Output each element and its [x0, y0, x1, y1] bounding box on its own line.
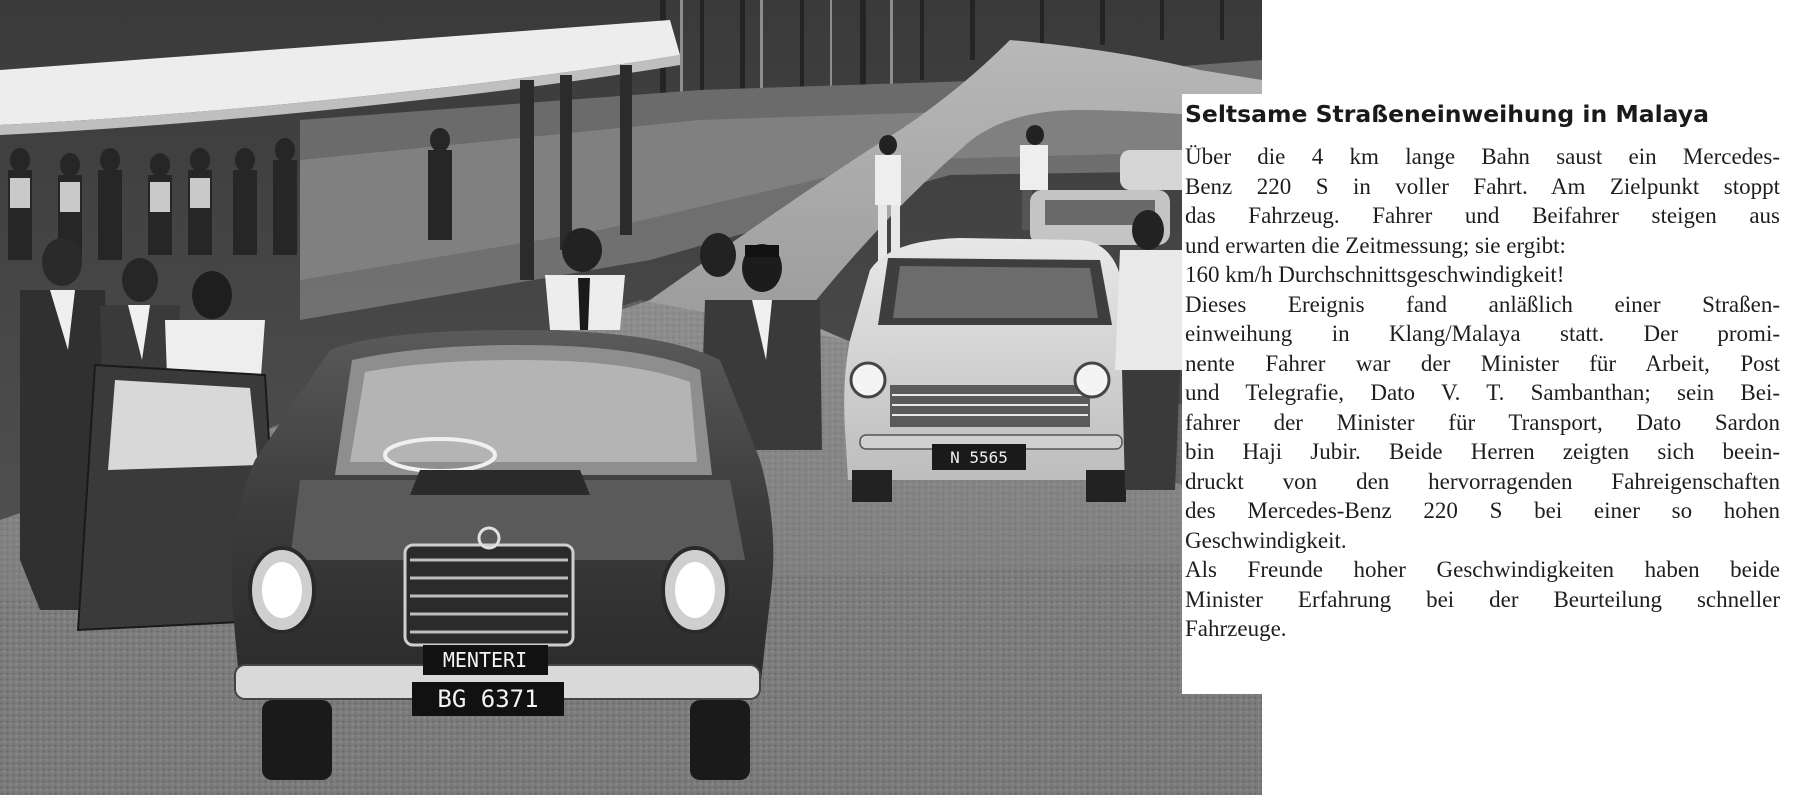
article-line: fahrer der Minister für Transport, Dato Sardon [1185, 409, 1780, 435]
peugeot-car [844, 238, 1132, 502]
mercedes-plate-top: MENTERI [442, 648, 528, 672]
article-line: Minister Erfahrung bei der Beurteilung schneller [1185, 586, 1780, 612]
article-line: einweihung in Klang/Malaya statt. Der promi- [1185, 321, 1780, 346]
article-line: druckt von den hervorragenden Fahreigenschaften [1185, 468, 1780, 494]
peugeot-plate: N 5565 [950, 448, 1008, 467]
article-line: Über die 4 km lange Bahn saust ein Mercedes- [1185, 144, 1780, 169]
article-line: des Mercedes-Benz 220 S bei einer so hohen [1185, 498, 1780, 523]
article [1182, 94, 1782, 694]
article-headline: Seltsame Straßeneinweihung in Malaya [1185, 100, 1709, 128]
article-line: und Telegrafie, Dato V. T. Sambanthan; sein Bei- [1185, 380, 1780, 405]
article-line: das Fahrzeug. Fahrer und Beifahrer steigen aus [1185, 203, 1780, 228]
mercedes-plate-bottom: BG 6371 [437, 685, 539, 713]
article-line: 160 km/h Durchschnittsgeschwindigkeit! [1185, 262, 1565, 287]
article-line: Fahrzeuge. [1185, 616, 1287, 641]
article-line: nente Fahrer war der Minister für Arbeit, Post [1185, 350, 1780, 376]
article-line: Geschwindigkeit. [1185, 527, 1347, 553]
article-line: und erwarten die Zeitmessung; sie ergibt: [1185, 232, 1566, 258]
article-body [1182, 142, 1780, 644]
article-line: Benz 220 S in voller Fahrt. Am Zielpunkt stoppt [1185, 173, 1780, 199]
article-line: Dieses Ereignis fand anläßlich einer Straßen- [1185, 291, 1780, 317]
article-line: bin Haji Jubir. Beide Herren zeigten sich beein- [1185, 439, 1780, 464]
article-line: Als Freunde hoher Geschwindigkeiten haben beide [1185, 557, 1780, 582]
